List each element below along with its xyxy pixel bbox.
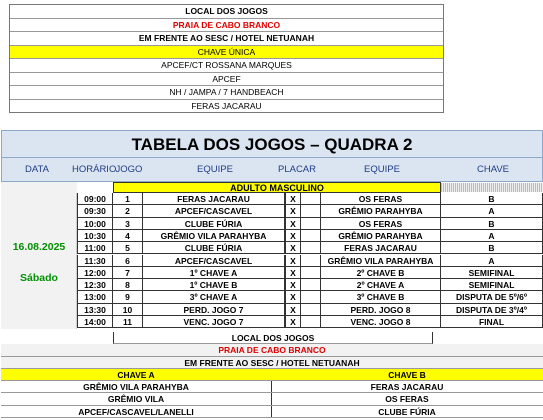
game-weekday: Sábado — [20, 272, 58, 284]
category-label: ADULTO MASCULINO — [113, 182, 441, 193]
score-gap — [301, 279, 321, 291]
game-number: 3 — [113, 218, 143, 230]
game-key: SEMIFINAL — [441, 279, 543, 291]
game-versus: X — [285, 205, 301, 217]
game-team-1: FERAS JACARAU — [143, 193, 285, 205]
group-b-team: FERAS JACARAU — [370, 382, 444, 393]
game-time: 11:30 — [77, 255, 113, 267]
group-b-team: CLUBE FÚRIA — [378, 406, 436, 417]
venue-address: EM FRENTE AO SESC / HOTEL NETUANAH — [10, 32, 443, 46]
game-key: A — [441, 255, 543, 267]
game-team-2: 3º CHAVE B — [321, 291, 441, 303]
header-equipe-2: EQUIPE — [364, 164, 400, 175]
game-row — [1, 304, 543, 316]
group-a-team: GRÊMIO VILA — [1, 393, 272, 404]
game-row — [1, 205, 543, 217]
groups-team-row — [1, 406, 543, 418]
game-versus: X — [285, 242, 301, 254]
game-row — [1, 255, 543, 267]
game-number: 6 — [113, 255, 143, 267]
game-row — [1, 316, 543, 328]
game-key: DISPUTA DE 3º/4º — [441, 304, 543, 316]
header-horario: HORÁRIO — [72, 164, 117, 175]
game-team-2: OS FERAS — [321, 193, 441, 205]
bottom-venue-block — [1, 332, 543, 418]
header-chave: CHAVE — [476, 164, 510, 175]
game-team-1: VENC. JOGO 7 — [143, 316, 285, 328]
game-time: 11:00 — [77, 242, 113, 254]
game-team-1: APCEF/CASCAVEL — [143, 255, 285, 267]
game-key: A — [441, 230, 543, 242]
game-team-2: FERAS JACARAU — [321, 242, 441, 254]
game-row — [1, 230, 543, 242]
game-date: 16.08.2025 — [12, 241, 66, 253]
game-versus: X — [285, 193, 301, 205]
score-gap — [301, 255, 321, 267]
game-row — [1, 218, 543, 230]
game-team-1: 1º CHAVE A — [143, 267, 285, 279]
game-team-1: 1º CHAVE B — [143, 279, 285, 291]
game-key: FINAL — [441, 316, 543, 328]
game-versus: X — [285, 255, 301, 267]
group-team: NH / JAMPA / 7 HANDBEACH — [10, 86, 443, 100]
venue-beach: PRAIA DE CABO BRANCO — [1, 344, 543, 356]
game-versus: X — [285, 230, 301, 242]
header-jogo: JOGO — [115, 164, 143, 175]
game-team-2: 2º CHAVE A — [321, 279, 441, 291]
game-key: SEMIFINAL — [441, 267, 543, 279]
game-number: 5 — [113, 242, 143, 254]
game-key: B — [441, 242, 543, 254]
groups-team-row — [1, 393, 543, 405]
game-team-1: CLUBE FÚRIA — [143, 242, 285, 254]
top-venue-block — [9, 4, 444, 113]
game-versus: X — [285, 304, 301, 316]
table-header — [1, 158, 543, 182]
game-team-1: PERD. JOGO 7 — [143, 304, 285, 316]
score-gap — [301, 218, 321, 230]
group-team: APCEF — [10, 73, 443, 87]
venue-label: LOCAL DOS JOGOS — [10, 5, 443, 19]
game-team-2: PERD. JOGO 8 — [321, 304, 441, 316]
game-team-1: APCEF/CASCAVEL — [143, 205, 285, 217]
score-gap — [301, 291, 321, 303]
games-table — [1, 130, 543, 329]
score-gap — [301, 205, 321, 217]
game-time: 10:00 — [77, 218, 113, 230]
game-team-2: 2º CHAVE B — [321, 267, 441, 279]
game-time: 09:00 — [77, 193, 113, 205]
game-team-1: CLUBE FÚRIA — [143, 218, 285, 230]
score-gap — [301, 230, 321, 242]
game-number: 4 — [113, 230, 143, 242]
score-gap — [301, 267, 321, 279]
score-gap — [301, 316, 321, 328]
game-team-2: OS FERAS — [321, 218, 441, 230]
venue-address: EM FRENTE AO SESC / HOTEL NETUANAH — [1, 357, 543, 369]
game-versus: X — [285, 316, 301, 328]
game-row — [1, 242, 543, 254]
game-row — [1, 279, 543, 291]
game-team-2: GRÊMIO VILA PARAHYBA — [321, 255, 441, 267]
game-team-1: GRÊMIO VILA PARAHYBA — [143, 230, 285, 242]
game-team-1: 3º CHAVE A — [143, 291, 285, 303]
game-row — [1, 193, 543, 205]
game-team-2: VENC. JOGO 8 — [321, 316, 441, 328]
header-equipe-1: EQUIPE — [197, 164, 233, 175]
group-team: APCEF/CT ROSSANA MARQUES — [10, 59, 443, 73]
game-number: 9 — [113, 291, 143, 303]
game-versus: X — [285, 279, 301, 291]
game-versus: X — [285, 218, 301, 230]
game-number: 1 — [113, 193, 143, 205]
game-number: 11 — [113, 316, 143, 328]
game-time: 09:30 — [77, 205, 113, 217]
group-a-title: CHAVE A — [1, 369, 272, 380]
header-data: DATA — [25, 164, 49, 175]
game-key: DISPUTA DE 5º/6º — [441, 291, 543, 303]
group-title: CHAVE ÚNICA — [10, 46, 443, 60]
game-key: A — [441, 205, 543, 217]
game-row — [1, 291, 543, 303]
game-time: 12:00 — [77, 267, 113, 279]
game-key: B — [441, 193, 543, 205]
game-team-2: GRÊMIO PARAHYBA — [321, 230, 441, 242]
group-team: FERAS JACARAU — [191, 100, 262, 111]
game-key: B — [441, 218, 543, 230]
category-shading — [441, 183, 543, 192]
groups-title-row — [1, 369, 543, 381]
groups-team-row — [1, 381, 543, 393]
game-versus: X — [285, 291, 301, 303]
game-versus: X — [285, 267, 301, 279]
game-number: 2 — [113, 205, 143, 217]
venue-beach: PRAIA DE CABO BRANCO — [10, 19, 443, 33]
game-number: 7 — [113, 267, 143, 279]
group-a-team: GRÊMIO VILA PARAHYBA — [1, 381, 272, 392]
group-a-team: APCEF/CASCAVEL/LANELLI — [1, 406, 272, 417]
venue-label: LOCAL DOS JOGOS — [113, 332, 433, 344]
category-row — [1, 182, 543, 193]
game-row — [1, 267, 543, 279]
game-number: 8 — [113, 279, 143, 291]
group-b-title: CHAVE B — [271, 369, 543, 380]
games-body — [1, 193, 543, 329]
header-placar: PLACAR — [277, 164, 316, 175]
score-gap — [301, 193, 321, 205]
game-time: 13:30 — [77, 304, 113, 316]
group-b-team: OS FERAS — [385, 394, 429, 405]
game-time: 10:30 — [77, 230, 113, 242]
score-gap — [301, 242, 321, 254]
table-title: TABELA DOS JOGOS – QUADRA 2 — [1, 130, 543, 158]
score-gap — [301, 304, 321, 316]
game-team-2: GRÊMIO PARAHYBA — [321, 205, 441, 217]
game-time: 12:30 — [77, 279, 113, 291]
game-time: 14:00 — [77, 316, 113, 328]
game-number: 10 — [113, 304, 143, 316]
game-time: 13:00 — [77, 291, 113, 303]
